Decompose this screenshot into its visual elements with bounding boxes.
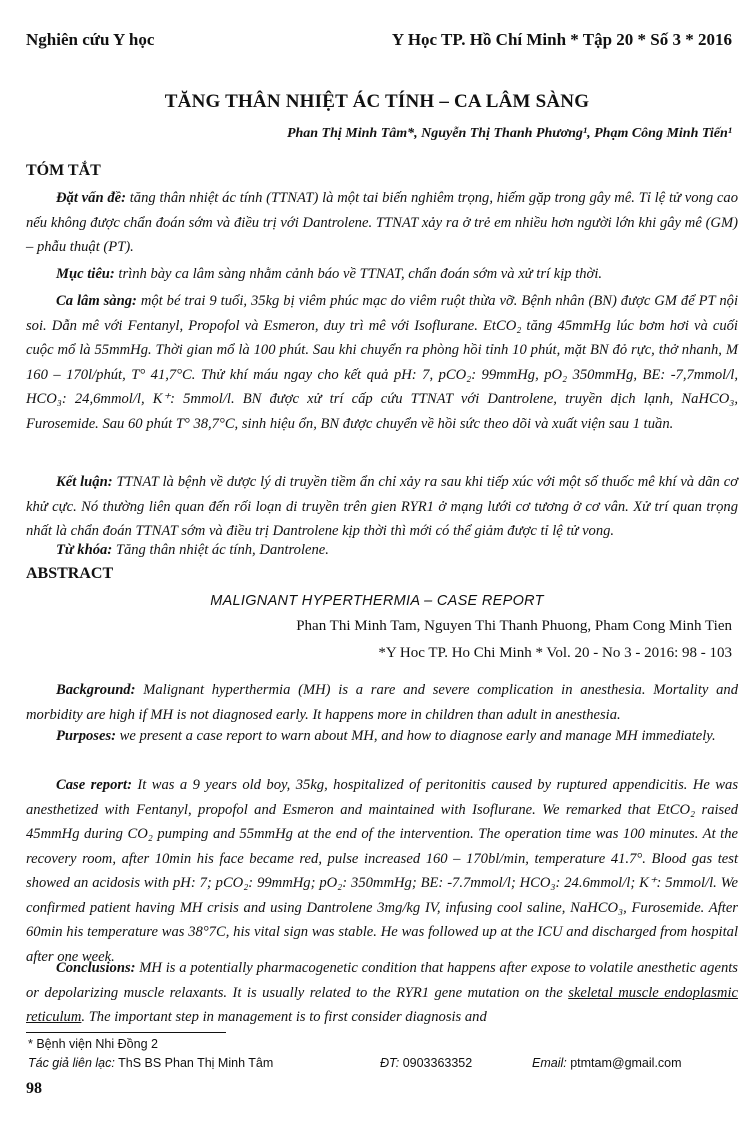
summary-keywords-paragraph: [26, 538, 738, 563]
text: MH is a potentially pharmacogenetic condition that happens after expose to volatile anesthetic agents or depolarizing muscle relaxants. It is usually related to the RYR1 gene mutation on the: [26, 960, 738, 1001]
abstract-authors: Phan Thi Minh Tam, Nguyen Thi Thanh Phuong, Pham Cong Minh Tien: [296, 618, 732, 634]
text: . The important step in management is to first consider diagnosis and: [81, 1009, 487, 1025]
email-label: Email:: [532, 1056, 567, 1070]
label: Đặt vấn đề:: [56, 190, 126, 206]
running-header-left: Nghiên cứu Y học: [26, 30, 155, 49]
label: Conclusions:: [56, 960, 136, 976]
phone-label: ĐT:: [380, 1056, 400, 1070]
phone-info: [380, 1056, 472, 1070]
underlined-phrase: skeletal muscle endoplasmic reticulum: [26, 984, 738, 1025]
label: Ca lâm sàng:: [56, 293, 137, 309]
abstract-background-paragraph: [26, 678, 738, 727]
text: It was a 9 years old boy, 35kg, hospitalized of peritonitis caused by ruptured appendicitis. He was anesthetized with Fentanyl, propofol and Esmeron and maintained with Isoflurane. We remarked that EtCO₂ raised 45mmHg during CO₂ pumping and 55mmHg at the end of the intervention. The operation time was 100 minutes. At the recovery room, after 10min his face became red, pulse increased 160 – 170bl/min, temperature 41.7°. Blood gas test showed an acidosis with pH: 7; pCO₂: 99mmHg; pO₂: 350mmHg; BE: -7.7mmol/l; HCO₃: 24.6mmol/l; K⁺: 5mmol/l. We confirmed patient having MH crisis and using Dantrolene 3mg/kg IV, infusing cool saline, NaHCO₃, Furosemide. After 60min his temperature was 38°7C, his vital sign was stable. He was followed up at the ICU and discharged from hospital after one week.: [26, 777, 739, 965]
phone-number: 0903363352: [399, 1056, 473, 1070]
email-address: ptmtam@gmail.com: [566, 1056, 682, 1070]
contact-label: Tác giả liên lạc:: [28, 1056, 115, 1070]
summary-background-paragraph: [26, 186, 738, 260]
running-header-right: Y Học TP. Hồ Chí Minh * Tập 20 * Số 3 * 2016: [391, 30, 732, 49]
abstract-purposes-paragraph: [26, 724, 738, 749]
text: TTNAT là bệnh về dược lý di truyền tiềm ẩn chỉ xảy ra sau khi tiếp xúc với một số thuốc mê khí và dãn cơ khử cực. Nó thường liên quan đến rối loạn di truyền trên gien RYR1 ở mạng lưới cơ tương ở cơ vân. Xử trí quan trọng nhất là chẩn đoán TTNAT sớm và điều trị Dantrolene kịp thời thì mới có thể giảm được tỉ lệ tử vong.: [26, 474, 738, 539]
summary-conclusion-paragraph: [26, 470, 738, 544]
author-list: Phan Thị Minh Tâm*, Nguyễn Thị Thanh Phương¹, Phạm Công Minh Tiến¹: [286, 126, 732, 141]
abstract-heading: ABSTRACT: [26, 565, 114, 582]
summary-objective-paragraph: [26, 262, 738, 287]
abstract-citation: *Y Hoc TP. Ho Chi Minh * Vol. 20 - No 3 - 2016: 98 - 103: [378, 645, 732, 661]
text: we present a case report to warn about MH, and how to diagnose early and manage MH immediately.: [116, 728, 716, 744]
text: Malignant hyperthermia (MH) is a rare and severe complication in anesthesia. Mortality and morbidity are high if MH is not diagnosed early. It happens more in children than adult in anesthesia.: [26, 682, 738, 723]
summary-case-paragraph: [26, 289, 738, 436]
contact-name: ThS BS Phan Thị Minh Tâm: [114, 1056, 274, 1070]
footnote-rule: [26, 1032, 226, 1033]
text: Tăng thân nhiệt ác tính, Dantrolene.: [112, 542, 329, 558]
abstract-case-paragraph: [26, 773, 738, 969]
affiliation-note: * Bệnh viện Nhi Đồng 2: [28, 1037, 158, 1051]
label: Từ khóa:: [56, 542, 113, 558]
text: tăng thân nhiệt ác tính (TTNAT) là một tai biến nghiêm trọng, hiếm gặp trong gây mê. Tỉ lệ tử vong cao nếu không được chẩn đoán sớm và điều trị với Dantrolene. TTNAT xảy ra ở trẻ em nhiều hơn người lớn khi gây mê (GM) – phẫu thuật (PT).: [26, 190, 738, 255]
article-title: TĂNG THÂN NHIỆT ÁC TÍNH – CA LÂM SÀNG: [164, 91, 590, 112]
text: trình bày ca lâm sàng nhằm cảnh báo về TTNAT, chẩn đoán sớm và xử trí kịp thời.: [114, 266, 603, 282]
label: Background:: [56, 682, 136, 698]
label: Purposes:: [56, 728, 116, 744]
email-info: [532, 1056, 682, 1070]
abstract-title: MALIGNANT HYPERTHERMIA – CASE REPORT: [210, 593, 544, 609]
label: Case report:: [56, 777, 132, 793]
page-number: 98: [26, 1080, 42, 1097]
abstract-conclusions-paragraph: [26, 956, 738, 1030]
corresponding-author: [28, 1056, 273, 1070]
label: Kết luận:: [56, 474, 113, 490]
label: Mục tiêu:: [56, 266, 115, 282]
summary-heading: TÓM TẮT: [26, 162, 101, 179]
text: một bé trai 9 tuổi, 35kg bị viêm phúc mạc do viêm ruột thừa vỡ. Bệnh nhân (BN) được GM để PT nội soi. Dẫn mê với Fentanyl, Propofol và Esmeron, duy trì mê với Isoflurane. EtCO₂ tăng 45mmHg lúc bơm hơi và cuối cuộc mổ là 55mmHg. Thời gian mổ là 100 phút. Sau khi chuyển ra phòng hồi tỉnh 10 phút, mặt BN đỏ rực, thở nhanh, M 160 – 170l/phút, T° 41,7°C. Thử khí máu ngay cho kết quả pH: 7, pCO₂: 99mmHg, pO₂ 350mmHg, BE: -7,7mmol/l, HCO₃: 24,6mmol/l, K⁺: 5mmol/l. BN được xử trí cấp cứu TTNAT với Dantrolene, truyền dịch lạnh, NaHCO₃, Furosemide. Sau 60 phút T° 38,7°C, sinh hiệu ổn, BN được chuyển về hồi sức theo dõi và xuất viện sau 1 tuần.: [26, 293, 738, 432]
